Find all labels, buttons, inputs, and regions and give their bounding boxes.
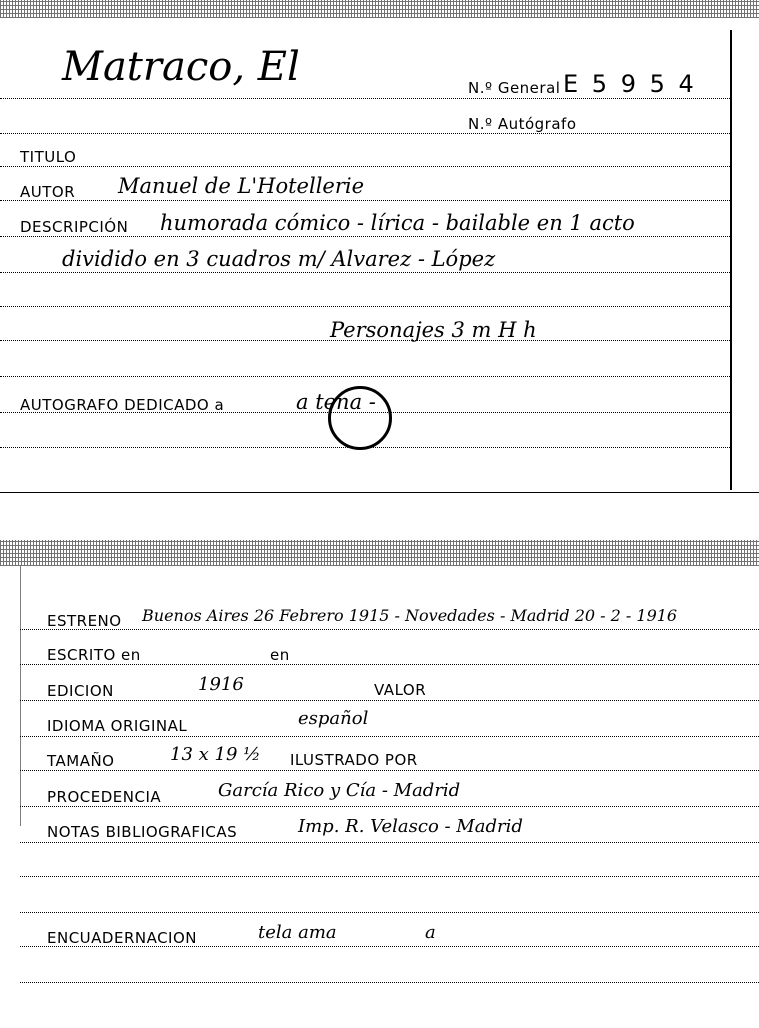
notas-label: NOTAS BIBLIOGRAFICAS [47,823,238,841]
descripcion-value-line1: humorada cómico - lírica - bailable en 1 acto [160,211,635,235]
estreno-value: Buenos Aires 26 Febrero 1915 - Novedades - Madrid 20 - 2 - 1916 [142,606,678,625]
encuadernacion-extra: a [425,922,436,943]
procedencia-label: PROCEDENCIA [47,788,162,806]
rule-line [20,842,759,843]
edicion-value: 1916 [198,674,244,695]
rule-line [0,306,730,307]
autografo-dedicado-value: a tena - [296,390,376,414]
general-number-value: E 5 9 5 4 [563,70,697,98]
autografo-number-label: N.º Autógrafo [468,115,577,133]
autografo-dedicado-label: AUTOGRAFO DEDICADO a [20,396,225,414]
autor-value: Manuel de L'Hotellerie [118,174,365,198]
notas-value: Imp. R. Velasco - Madrid [298,816,523,837]
rule-line [20,770,759,771]
rule-line [0,166,730,167]
catalog-card-back [0,540,759,1028]
card-right-edge [730,30,732,490]
procedencia-value: García Rico y Cía - Madrid [218,780,461,801]
tamano-label: TAMAÑO [47,752,115,770]
estreno-label: ESTRENO [47,612,122,630]
punch-hole-circle [328,386,392,450]
torn-edge [0,540,759,566]
rule-line [20,664,759,665]
escrito-en-label: en [270,646,290,664]
rule-line [20,982,759,983]
escrito-label: ESCRITO en [47,646,141,664]
rule-line [0,236,730,237]
descripcion-label: DESCRIPCIÓN [20,218,129,236]
rule-line [20,912,759,913]
rule-line [20,876,759,877]
descripcion-value-line2: dividido en 3 cuadros m/ Alvarez - López [62,247,496,271]
rule-line [20,700,759,701]
tamano-value: 13 x 19 ½ [170,744,261,765]
titulo-label: TITULO [20,148,77,166]
rule-line [20,806,759,807]
rule-line [0,200,730,201]
rule-line [0,98,730,99]
encuadernacion-label: ENCUADERNACION [47,929,198,947]
catalog-card-front [0,0,759,495]
general-number-label: N.º General [468,79,561,97]
rule-line [20,629,759,630]
encuadernacion-value: tela ama [258,922,337,943]
valor-label: VALOR [374,681,427,699]
rule-line [0,133,730,134]
rule-line [20,736,759,737]
torn-edge [0,0,759,18]
ilustrado-label: ILUSTRADO POR [290,751,418,769]
card-bottom-edge [0,492,759,493]
rule-line [0,376,730,377]
idioma-value: español [298,708,369,729]
card-left-edge [20,566,21,826]
idioma-label: IDIOMA ORIGINAL [47,717,188,735]
title-handwritten: Matraco, El [62,44,300,90]
rule-line [0,272,730,273]
edicion-label: EDICION [47,682,114,700]
autor-label: AUTOR [20,183,76,201]
personajes-value: Personajes 3 m H h [330,318,537,342]
